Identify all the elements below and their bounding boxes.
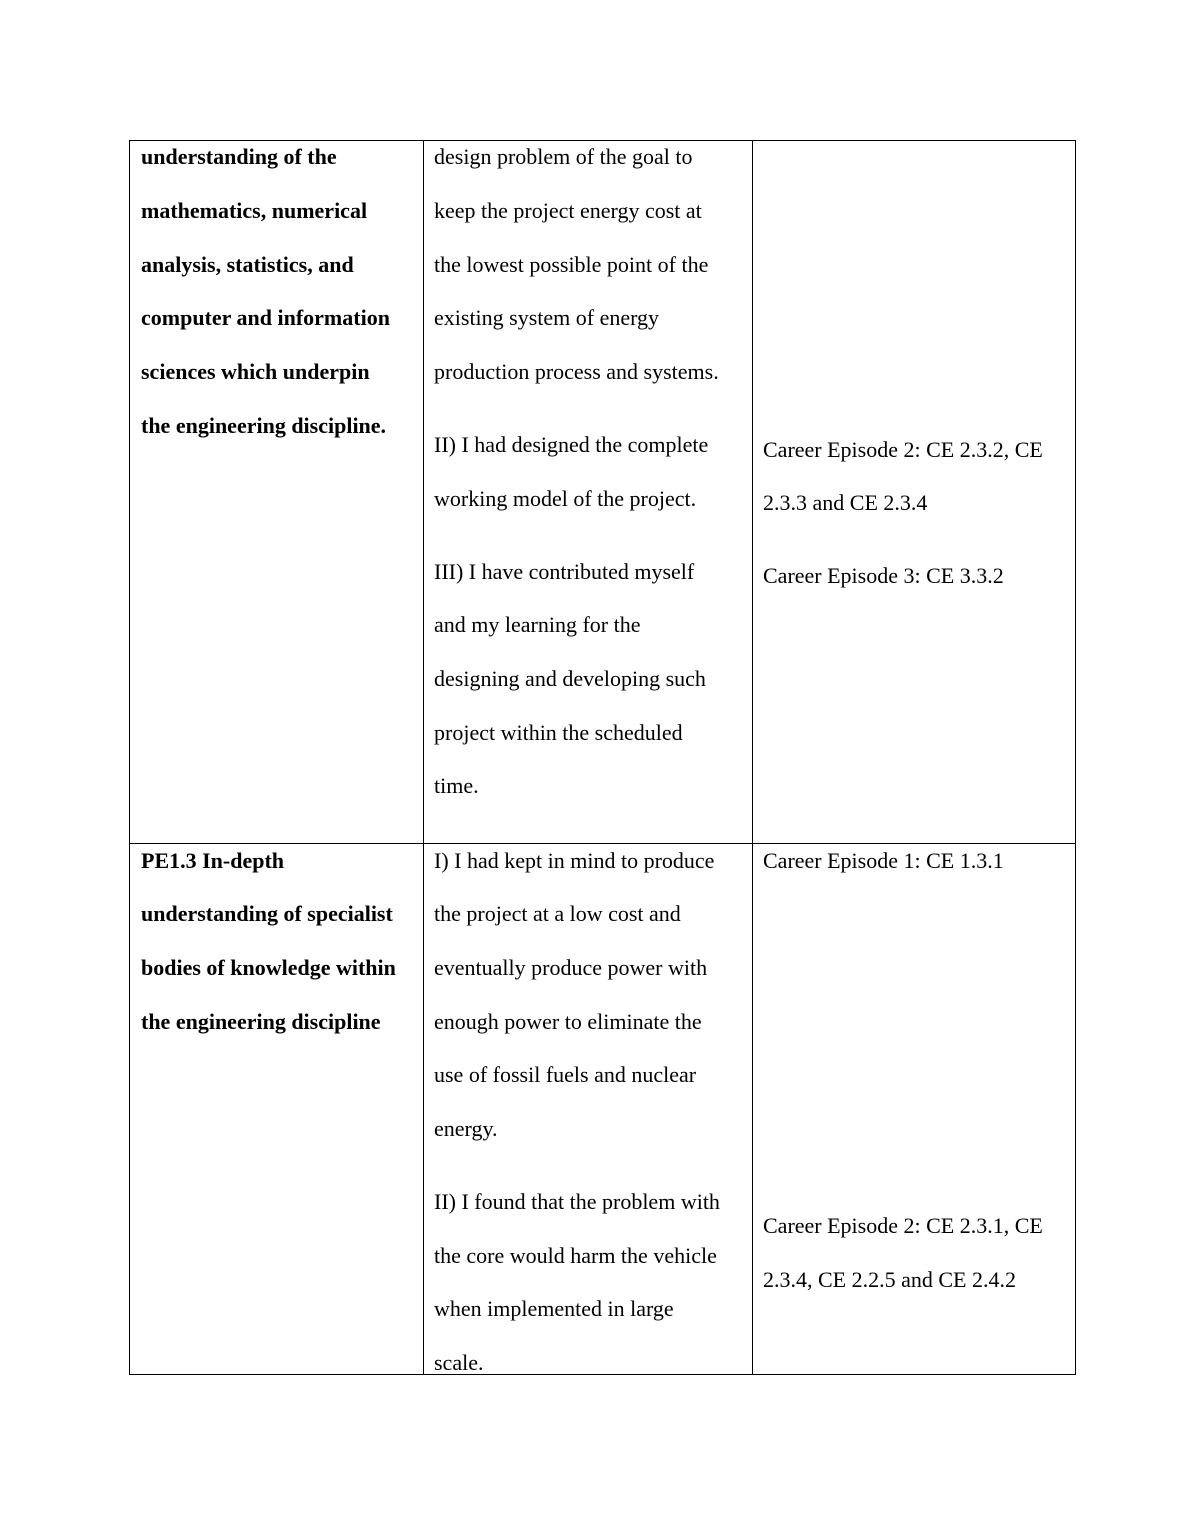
narrative-line: project within the scheduled [434,720,683,745]
narrative-line: II) I had designed the complete [434,432,709,457]
narrative-line: designing and developing such [434,666,706,691]
narrative-line: I) I had kept in mind to produce [434,848,715,873]
reference-line: Career Episode 1: CE 1.3.1 [763,848,1004,873]
narrative-line: design problem of the goal to [434,144,693,169]
narrative-line: production process and systems. [434,359,719,384]
narrative-line: and my learning for the [434,612,641,637]
narrative-line: the lowest possible point of the [434,252,709,277]
criterion-line: computer and information [141,305,390,330]
reference-line: 2.3.3 and CE 2.3.4 [763,490,928,515]
criterion-line: understanding of the [141,144,337,169]
criterion-line: mathematics, numerical [141,198,368,223]
reference-line: Career Episode 2: CE 2.3.1, CE [763,1213,1043,1238]
narrative-line: II) I found that the problem with [434,1189,720,1214]
narrative-line: energy. [434,1116,498,1141]
narrative-line: the project at a low cost and [434,901,681,926]
narrative-line: scale. [434,1350,484,1375]
reference-line: Career Episode 2: CE 2.3.2, CE [763,437,1043,462]
narrative-line: existing system of energy [434,305,660,330]
criterion-line: understanding of specialist [141,901,393,926]
reference-line: Career Episode 3: CE 3.3.2 [763,563,1004,588]
reference-line: 2.3.4, CE 2.2.5 and CE 2.4.2 [763,1267,1016,1292]
narrative-line: working model of the project. [434,486,697,511]
criterion-line: the engineering discipline [141,1009,381,1034]
row-divider [130,843,1075,844]
column-divider [423,141,424,1374]
criterion-line: analysis, statistics, and [141,252,354,277]
column-divider [752,141,753,1374]
criterion-line: bodies of knowledge within [141,955,396,980]
criterion-line: the engineering discipline. [141,413,387,438]
narrative-line: keep the project energy cost at [434,198,702,223]
competency-table [129,140,1076,1375]
narrative-line: III) I have contributed myself [434,559,695,584]
criterion-line: sciences which underpin [141,359,370,384]
narrative-line: time. [434,773,479,798]
narrative-line: eventually produce power with [434,955,708,980]
criterion-line: PE1.3 In-depth [141,848,285,873]
narrative-line: the core would harm the vehicle [434,1243,717,1268]
narrative-line: enough power to eliminate the [434,1009,702,1034]
narrative-line: when implemented in large [434,1296,674,1321]
narrative-line: use of fossil fuels and nuclear [434,1062,697,1087]
